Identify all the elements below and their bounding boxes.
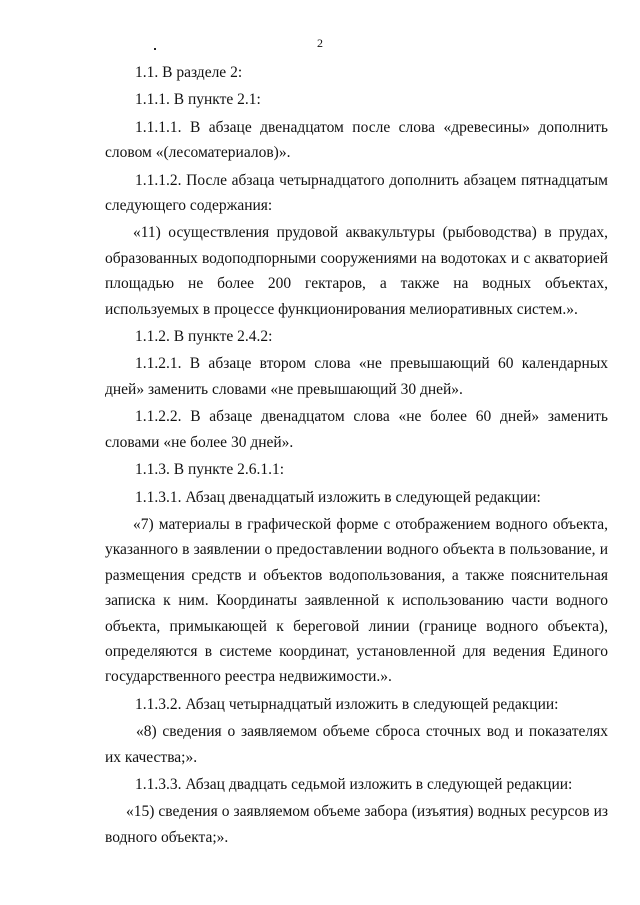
paragraph-1-1-3: 1.1.3. В пункте 2.6.1.1:: [135, 461, 285, 479]
quote-item-11: «11) осуществления прудовой аквакультуры (рыбоводства) в прудах, образованных водоподпорными сооружениями на водотоках и с акваторией площадью не более 200 гектаров, а также на водных объектах, используемых в процессе функционирования мелиоративных систем.».: [105, 224, 608, 318]
paragraph-1-1-3-3: 1.1.3.3. Абзац двадцать седьмой изложить в следующей редакции:: [135, 775, 573, 793]
paragraph-1-1-3-1: 1.1.3.1. Абзац двенадцатый изложить в следующей редакции:: [135, 488, 541, 506]
scan-speck: [154, 48, 156, 50]
paragraph-1-1-1-2: 1.1.1.2. После абзаца четырнадцатого дополнить абзацем пятнадцатым следующего содержания:: [105, 171, 608, 215]
quote-item-15: «15) сведения о заявляемом объеме забора (изъятия) водных ресурсов из водного объекта;».: [105, 803, 608, 846]
paragraph-1-1-2-1: 1.1.2.1. В абзаце втором слова «не превышающий 60 календарных дней» заменить словами «не превышающий 30 дней».: [105, 355, 608, 398]
quote-item-8: «8) сведения о заявляемом объеме сброса сточных вод и показателях их качества;».: [105, 723, 608, 766]
document-body: [105, 60, 608, 850]
page-number: 2: [317, 36, 323, 50]
paragraph-1-1-3-2: 1.1.3.2. Абзац четырнадцатый изложить в следующей редакции:: [135, 695, 559, 713]
quote-item-7: «7) материалы в графической форме с отображением водного объекта, указанного в заявлении о предоставлении водного объекта в пользование, и размещения средств и объектов водопользования, а также пояснительная записка к ним. Координаты заявленной к использованию части водного объекта, примыкающей к береговой линии (границе водного объекта), определяются в системе координат, установленной для ведения Единого государственного реестра недвижимости.».: [105, 515, 608, 686]
paragraph-1-1-1-1: 1.1.1.1. В абзаце двенадцатом после слова «древесины» дополнить словом «(лесоматериалов)».: [105, 118, 608, 162]
paragraph-1-1-2-2: 1.1.2.2. В абзаце двенадцатом слова «не более 60 дней» заменить словами «не более 30 дней».: [105, 408, 608, 451]
paragraph-1-1-1: 1.1.1. В пункте 2.1:: [135, 91, 261, 109]
paragraph-section-2: 1.1. В разделе 2:: [135, 64, 243, 81]
paragraph-1-1-2: 1.1.2. В пункте 2.4.2:: [135, 328, 273, 346]
